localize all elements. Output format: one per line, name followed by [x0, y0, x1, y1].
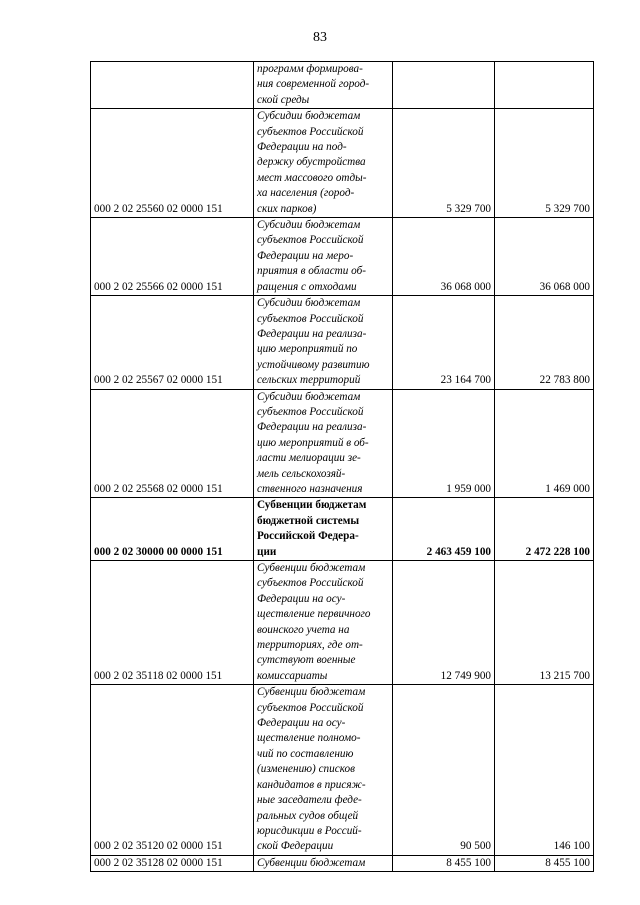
item-name-line: ния современной город- [257, 78, 370, 91]
item-name-line: ральных судов общей [257, 809, 359, 822]
table-row [91, 685, 594, 855]
item-name-line: Субвенции бюджетам [257, 499, 367, 512]
item-name-line: воинского учета на [257, 623, 350, 636]
item-name-line: программ формирова- [257, 63, 363, 75]
item-name-cell [254, 62, 393, 109]
item-name-line: ществление полномо- [257, 732, 361, 745]
page-number: 83 [313, 30, 327, 45]
budget-code-cell: 000 2 02 25567 02 0000 151 [91, 296, 254, 389]
item-name-line: чий по составлению [257, 747, 354, 760]
item-name-line: цию мероприятий в об- [257, 436, 369, 449]
amount-year1-cell: 1 959 000 [393, 389, 495, 498]
item-name-line: ха населения (город- [257, 187, 355, 200]
item-name-line: ских парков) [257, 202, 317, 215]
item-name-line: субъектов Российской [257, 405, 364, 418]
item-name-line: мест массового отды- [257, 171, 367, 184]
item-name-line: Субвенции бюджетам [257, 686, 366, 699]
budget-table [90, 61, 594, 872]
budget-code-cell: 000 2 02 35128 02 0000 151 [91, 855, 254, 871]
item-name-line: Федерации на реализа- [257, 421, 367, 434]
amount-year1-cell: 5 329 700 [393, 109, 495, 218]
table-row [91, 855, 594, 871]
item-name-line: ращения с отходами [257, 280, 357, 293]
item-name-line: Федерации на осу- [257, 592, 346, 605]
table-row [91, 62, 594, 109]
item-name-cell [254, 855, 393, 871]
budget-code-cell: 000 2 02 25566 02 0000 151 [91, 218, 254, 296]
item-name-line: Субсидии бюджетам [257, 297, 361, 310]
item-name-line: Субвенции бюджетам [257, 856, 366, 869]
table-row [91, 561, 594, 685]
amount-year2-cell: 5 329 700 [495, 109, 594, 218]
amount-year1-cell [393, 62, 495, 109]
amount-year2-cell: 13 215 700 [495, 561, 594, 685]
table-row [91, 296, 594, 389]
item-name-line: субъектов Российской [257, 577, 364, 590]
amount-year1-cell: 23 164 700 [393, 296, 495, 389]
budget-code-cell: 000 2 02 30000 00 0000 151 [91, 498, 254, 561]
item-name-line: комиссариаты [257, 669, 328, 682]
item-name-line: цию мероприятий по [257, 343, 358, 356]
item-name-line: ской Федерации [257, 840, 334, 853]
item-name-line: Субсидии бюджетам [257, 390, 361, 403]
item-name-line: территориях, где от- [257, 639, 363, 652]
item-name-cell [254, 498, 393, 561]
item-name-line: мель сельскохозяй- [257, 467, 346, 480]
amount-year1-cell: 12 749 900 [393, 561, 495, 685]
amount-year2-cell: 1 469 000 [495, 389, 594, 498]
item-name-line: ществление первичного [257, 608, 371, 621]
item-name-line: кандидатов в присяж- [257, 778, 366, 791]
amount-year2-cell: 2 472 228 100 [495, 498, 594, 561]
item-name-cell [254, 685, 393, 855]
amount-year1-cell: 8 455 100 [393, 855, 495, 871]
item-name-line: (изменению) списков [257, 763, 355, 776]
budget-code-cell: 000 2 02 25560 02 0000 151 [91, 109, 254, 218]
item-name-line: ственного назначения [257, 482, 363, 495]
item-name-line: ции [257, 545, 277, 558]
item-name-cell [254, 561, 393, 685]
item-name-line: держку обустройства [257, 156, 366, 169]
budget-code-cell: 000 2 02 35118 02 0000 151 [91, 561, 254, 685]
amount-year2-cell: 22 783 800 [495, 296, 594, 389]
amount-year2-cell [495, 62, 594, 109]
amount-year2-cell: 8 455 100 [495, 855, 594, 871]
budget-code-cell [91, 62, 254, 109]
amount-year1-cell: 2 463 459 100 [393, 498, 495, 561]
item-name-line: сутствуют военные [257, 654, 356, 667]
budget-code-cell: 000 2 02 25568 02 0000 151 [91, 389, 254, 498]
item-name-line: Субвенции бюджетам [257, 562, 366, 574]
table-row [91, 218, 594, 296]
item-name-line: субъектов Российской [257, 701, 364, 714]
item-name-line: бюджетной системы [257, 514, 360, 527]
table-row [91, 109, 594, 218]
item-name-line: субъектов Российской [257, 312, 364, 325]
item-name-line: устойчивому развитию [257, 358, 370, 371]
item-name-line: юрисдикции в Россий- [257, 824, 362, 837]
amount-year2-cell: 36 068 000 [495, 218, 594, 296]
item-name-line: ской среды [257, 93, 310, 106]
item-name-line: ные заседатели феде- [257, 794, 362, 807]
item-name-line: Субсидии бюджетам [257, 219, 361, 232]
table-row [91, 498, 594, 561]
item-name-line: Субсидии бюджетам [257, 110, 361, 123]
item-name-line: субъектов Российской [257, 234, 364, 247]
item-name-line: Федерации на реализа- [257, 327, 367, 340]
amount-year2-cell: 146 100 [495, 685, 594, 855]
item-name-cell [254, 296, 393, 389]
item-name-line: субъектов Российской [257, 125, 364, 138]
budget-code-cell: 000 2 02 35120 02 0000 151 [91, 685, 254, 855]
item-name-cell [254, 109, 393, 218]
amount-year1-cell: 36 068 000 [393, 218, 495, 296]
item-name-cell [254, 218, 393, 296]
item-name-line: приятия в области об- [257, 265, 366, 278]
amount-year1-cell: 90 500 [393, 685, 495, 855]
item-name-line: ласти мелиорации зе- [257, 452, 361, 465]
item-name-cell [254, 389, 393, 498]
item-name-line: Федерации на меро- [257, 249, 354, 262]
item-name-line: Федерации на осу- [257, 717, 346, 730]
table-row [91, 389, 594, 498]
item-name-line: сельских территорий [257, 374, 361, 387]
item-name-line: Федерации на под- [257, 141, 347, 154]
item-name-line: Российской Федера- [257, 530, 359, 543]
